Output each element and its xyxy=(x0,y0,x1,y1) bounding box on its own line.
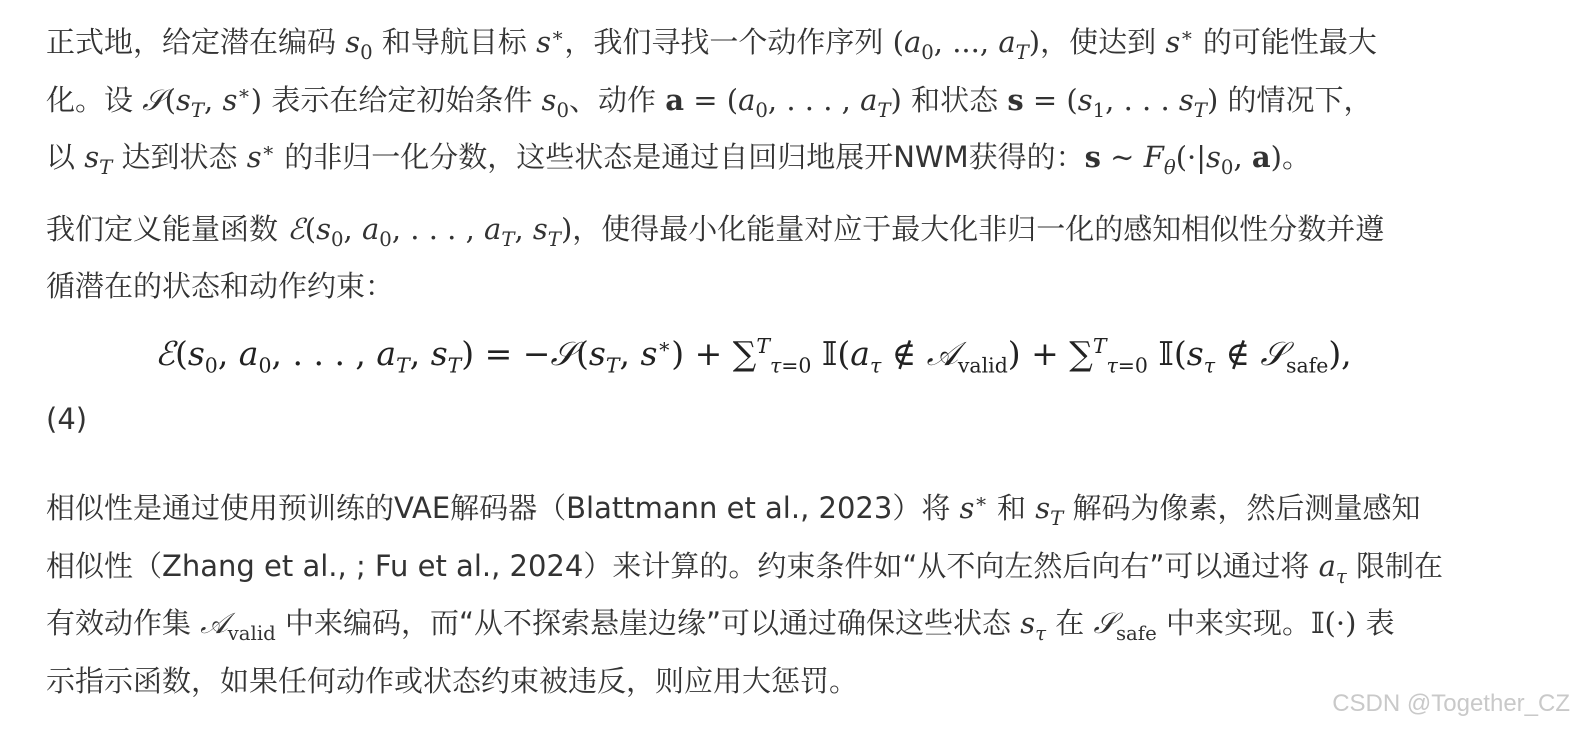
p3-line4: 示指示函数，如果任何动作或状态约束被违反，则应用大惩罚。 xyxy=(46,663,859,698)
p3-line1: 相似性是通过使用预训练的VAE解码器（Blattmann et al., 2023）将 s∗ 和 $s_T$ 解码为像素，然后测量感知 xyxy=(46,489,1421,530)
article-body xyxy=(46,14,1546,336)
p3-line3: 有效动作集 𝒜$_{valid}$ 中来编码，而“从不探索悬崖边缘”可以通过确保这些状态 $s_\tau$ 在 𝒮$_{safe}$ 中来实现。𝕀(·) 表 xyxy=(46,606,1395,645)
paragraph-formal-definition xyxy=(46,14,1546,187)
csdn-watermark: CSDN @Together_CZ xyxy=(1332,690,1570,717)
p1-line2: 化。设 $𝒮(s_T$, s∗) 表示在给定初始条件 $s_0$、动作 $a = (a_0$, . . . , $a_T$) 和状态 $s = (s_1$, . . . $s_T$) 的情况下， xyxy=(46,80,1373,122)
paragraph-energy-function xyxy=(46,201,1546,316)
p3-line2: 相似性（Zhang et al., ; Fu et al., 2024）来计算的。约束条件如“从不向左然后向右”可以通过将 $a_\tau$ 限制在 xyxy=(46,548,1444,588)
p1-line1: 正式地，给定潜在编码 $s_0$ 和导航目标 s∗，我们寻找一个动作序列 ($a_0$, ..., $a_T$)，使达到 s∗ 的可能性最大 xyxy=(46,23,1377,64)
energy-equation: $ℰ(s_0$, $a_0$, . . . , $a_T$, $s_T$) = $-𝒮(s_T$, s∗) + ∑$^T_{\tau=0}$ $𝕀(a_\tau$ ∉ 𝒜$_{valid}$) + ∑$^T_{\tau=0}$ $𝕀(s_\tau$ ∉ 𝒮$_{safe}$), xyxy=(155,334,1352,378)
paragraph-similarity xyxy=(46,480,1443,710)
p2-line1: 我们定义能量函数 $ℰ(s_0$, $a_0$, . . . , $a_T$, $s_T$)，使得最小化能量对应于最大化非归一化的感知相似性分数并遵 xyxy=(46,211,1385,251)
p2-line2: 循潜在的状态和动作约束： xyxy=(46,269,395,303)
p1-line3: 以 $s_T$ 达到状态 s∗ 的非归一化分数，这些状态是通过自回归地展开NWM获得的：s ∼ $F_\theta(\cdot|s_0$, a)。 xyxy=(46,138,1312,179)
equation-number: (4) xyxy=(46,402,88,436)
